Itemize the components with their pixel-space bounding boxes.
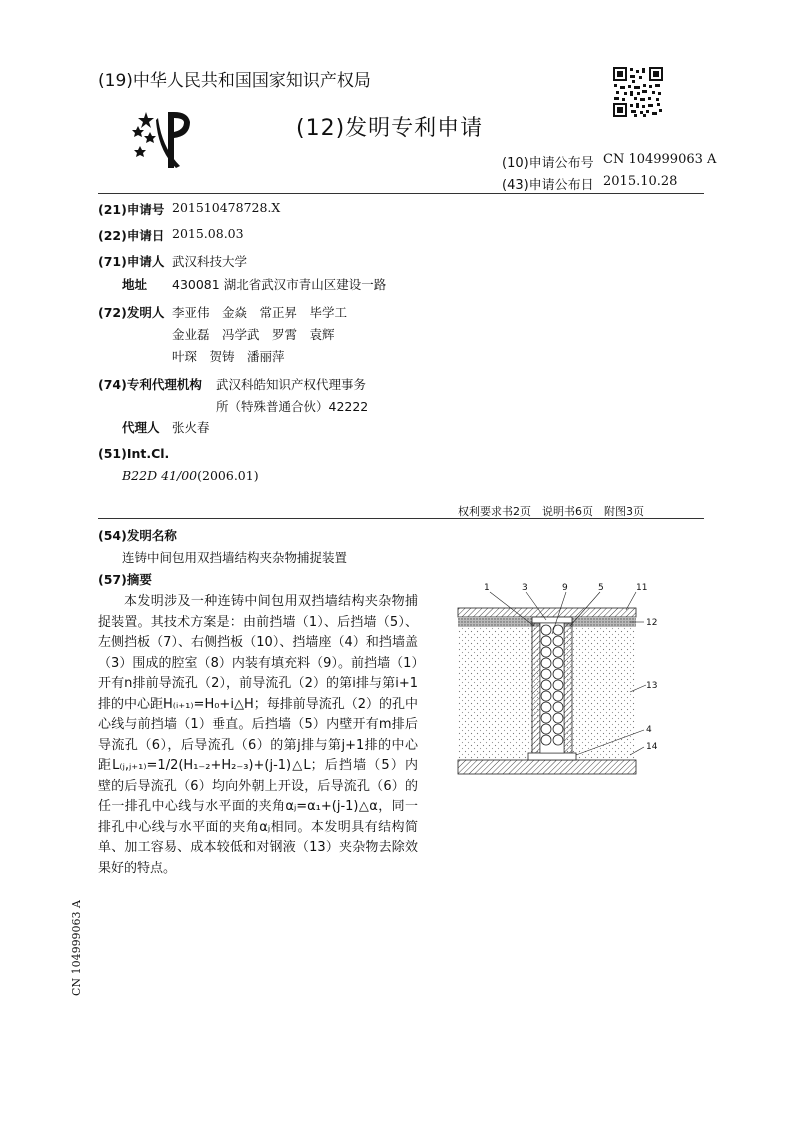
figure-label: 14: [646, 742, 658, 752]
header-divider: [98, 193, 704, 194]
publication-number-label: (10)申请公布号: [502, 156, 594, 171]
patent-agency: 武汉科皓知识产权代理事务: [216, 377, 367, 392]
application-number-label: (21)申请号: [98, 202, 165, 217]
section-divider: [98, 518, 704, 519]
abstract-text: [98, 592, 418, 879]
inventors-line: 李亚伟 金焱 常正昇 毕学工: [172, 305, 348, 320]
int-cl-year: (2006.01): [197, 468, 259, 483]
publication-number: CN 104999063 A: [603, 152, 717, 167]
application-date: 2015.08.03: [172, 226, 244, 241]
int-cl-code: [122, 468, 259, 483]
side-publication-id: CN 104999063 A: [70, 900, 83, 996]
inventors-label: (72)发明人: [98, 305, 165, 320]
address: 430081 湖北省武汉市青山区建设一路: [172, 277, 387, 292]
patent-agency: 所（特殊普通合伙）42222: [216, 399, 369, 414]
int-cl-code-text: B22D 41/00: [122, 468, 198, 483]
publication-date-label: (43)申请公布日: [502, 178, 594, 193]
pages-info: 权利要求书2页 说明书6页 附图3页: [458, 505, 644, 518]
figure-label: 12: [646, 618, 658, 628]
application-number: 201510478728.X: [172, 200, 281, 215]
invention-name-label: (54)发明名称: [98, 528, 177, 543]
abstract-figure: [440, 582, 675, 807]
office-name: (19)中华人民共和国国家知识产权局: [98, 71, 371, 91]
figure-label: 4: [646, 725, 652, 735]
figure-label: 1: [484, 583, 490, 593]
figure-label: 9: [562, 583, 568, 593]
publication-date: 2015.10.28: [603, 174, 678, 189]
cnipa-logo-icon: [128, 108, 200, 170]
application-date-label: (22)申请日: [98, 228, 165, 243]
inventors-line: 金业磊 冯学武 罗霄 袁辉: [172, 327, 335, 342]
abstract-label: (57)摘要: [98, 572, 152, 587]
invention-name: 连铸中间包用双挡墙结构夹杂物捕捉装置: [122, 550, 348, 565]
qr-code-icon: [612, 66, 664, 118]
abstract-paragraph: 本发明涉及一种连铸中间包用双挡墙结构夹杂物捕捉装置。其技术方案是：由前挡墙（1）、后挡墙（5）、左侧挡板（7）、右侧挡板（10）、挡墙座（4）和挡墙盖（3）围成的腔室（8）内装有填充料（9）。前挡墙（1）开有n排前导流孔（2），前导流孔（2）的第i排与第i+1排的中心距H₍ᵢ₊₁₎=H₀+i△H；每排前导流孔（2）的孔中心线与前挡墙（1）垂直。后挡墙（5）内壁开有m排后导流孔（6），后导流孔（6）的第j排与第j+1排的中心距L₍ⱼ,ⱼ₊₁₎=1/2(H₁₋₂+H₂₋₃)+(j-1)△L；后挡墙（5）内壁的后导流孔（6）均向外朝上开设，后导流孔（6）的任一排孔中心线与水平面的夹角αⱼ=α₁+(j-1)△α，同一排孔中心线与水平面的夹角αⱼ相同。本发明具有结构简单、加工容易、成本较低和对钢液（13）夹杂物去除效果好的特点。: [98, 594, 418, 876]
document-type-title: (12)发明专利申请: [296, 116, 484, 141]
agent-label: 代理人: [122, 420, 160, 435]
figure-label: 11: [636, 583, 648, 593]
patent-agency-label: (74)专利代理机构: [98, 377, 202, 392]
int-cl-label: (51)Int.Cl.: [98, 446, 170, 461]
figure-label: 5: [598, 583, 604, 593]
applicant-label: (71)申请人: [98, 254, 165, 269]
agent: 张火春: [172, 420, 210, 435]
figure-label: 13: [646, 681, 658, 691]
applicant: 武汉科技大学: [172, 254, 248, 269]
figure-label: 3: [522, 583, 528, 593]
address-label: 地址: [122, 277, 148, 292]
inventors-line: 叶琛 贺铸 潘丽萍: [172, 349, 285, 364]
